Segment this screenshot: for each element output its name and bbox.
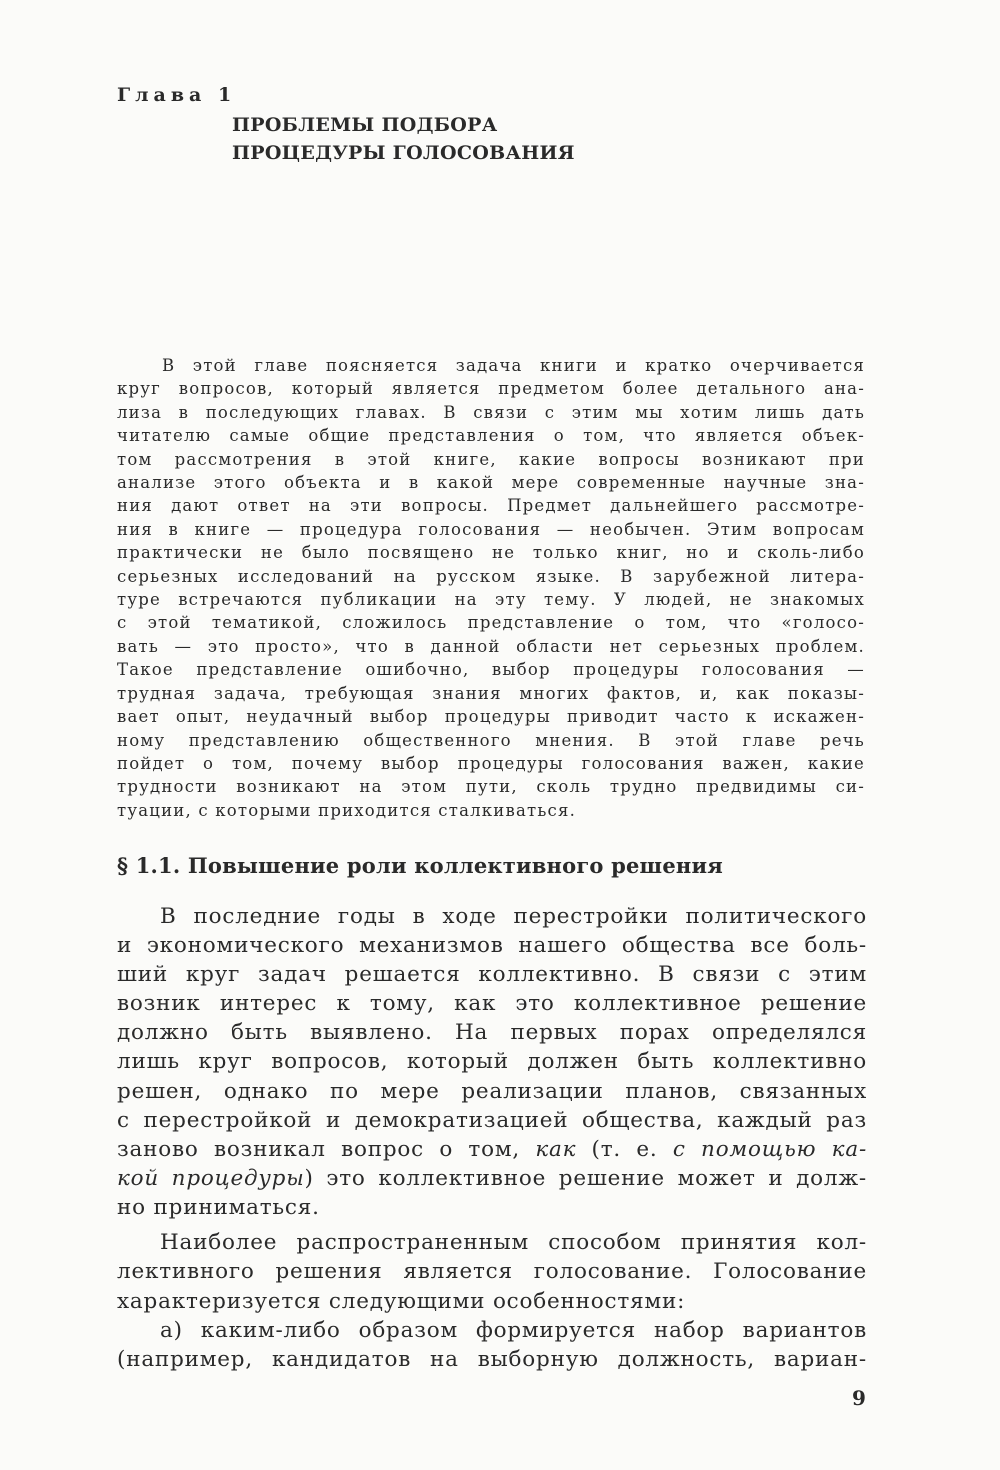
body-text-line xyxy=(117,1135,867,1164)
intro-text-line: туре встречаются публикации на эту тему. У людей, не знакомых xyxy=(117,590,865,610)
text-segment: но приниматься. xyxy=(117,1194,320,1220)
body-paragraph-1 xyxy=(117,902,867,1222)
body-text-line xyxy=(117,1018,867,1047)
text-segment: лективного решения является голосование. Голосование xyxy=(117,1259,867,1285)
text-segment: а) каким-либо образом формируется набор вариантов xyxy=(160,1317,867,1343)
body-text-line xyxy=(117,1316,867,1345)
intro-text-line: вает опыт, неудачный выбор процедуры приводит часто к искажен- xyxy=(117,707,865,727)
body-text-line xyxy=(117,1047,867,1076)
intro-text-line: серьезных исследований на русском языке. В зарубежной литера- xyxy=(117,566,865,586)
chapter-title-line-2: ПРОЦЕДУРЫ ГОЛОСОВАНИЯ xyxy=(232,142,575,164)
chapter-intro-paragraph xyxy=(117,354,865,822)
body-text-line xyxy=(117,1193,867,1222)
body-text-line xyxy=(117,1287,867,1316)
page-number: 9 xyxy=(852,1386,866,1410)
body-text-line xyxy=(117,1345,867,1374)
intro-text-line: ния дают ответ на эти вопросы. Предмет дальнейшего рассмотре- xyxy=(117,496,865,516)
text-segment: ) это коллективное решение может и долж- xyxy=(304,1165,867,1191)
text-segment: характеризуется следующими особенностями: xyxy=(117,1288,686,1314)
body-text-line xyxy=(117,1077,867,1106)
text-segment: В последние годы в ходе перестройки политического xyxy=(160,904,867,929)
text-segment: решен, однако по мере реализации планов, связанных xyxy=(117,1078,867,1104)
text-segment: Наиболее распространенным способом принятия кол- xyxy=(160,1230,867,1255)
chapter-label: Глава 1 xyxy=(117,84,237,106)
italic-text: как xyxy=(535,1136,577,1162)
text-segment: заново возникал вопрос о том, xyxy=(117,1136,536,1162)
body-text-line xyxy=(117,1257,867,1286)
intro-text-line: анализе этого объекта и в какой мере современные научные зна- xyxy=(117,473,865,493)
intro-text-line: круг вопросов, который является предметом более детального ана- xyxy=(117,379,865,399)
text-segment: и экономического механизмов нашего общества все боль- xyxy=(117,933,867,959)
text-segment: с перестройкой и демократизацией общества, каждый раз xyxy=(117,1107,867,1133)
body-text-line xyxy=(117,989,867,1018)
italic-text: кой процедуры xyxy=(117,1165,305,1191)
body-text-line xyxy=(117,931,867,960)
body-text-line xyxy=(117,1164,867,1193)
italic-text: с помощью ка- xyxy=(672,1136,868,1162)
text-segment: должно быть выявлено. На первых порах определялся xyxy=(117,1020,867,1046)
section-heading: § 1.1. Повышение роли коллективного решения xyxy=(117,853,723,878)
body-paragraph-2 xyxy=(117,1228,867,1374)
text-segment: лишь круг вопросов, который должен быть коллективно xyxy=(117,1049,867,1075)
intro-text-line: вать — это просто», что в данной области нет серьезных проблем. xyxy=(117,636,865,656)
intro-text-line: ния в книге — процедура голосования — необычен. Этим вопросам xyxy=(117,519,865,539)
body-text-line xyxy=(117,1228,867,1257)
chapter-title-line-1: ПРОБЛЕМЫ ПОДБОРА xyxy=(232,114,498,136)
intro-text-line: практически не было посвящено не только книг, но и сколь-либо xyxy=(117,543,865,563)
body-text-line xyxy=(117,902,867,931)
body-text-line xyxy=(117,960,867,989)
intro-text-line: трудности возникают на этом пути, сколь трудно предвидимы си- xyxy=(117,777,865,797)
intro-text-line: пойдет о том, почему выбор процедуры голосования важен, какие xyxy=(117,753,865,773)
intro-text-line: том рассмотрения в этой книге, какие вопросы возникают при xyxy=(117,449,865,469)
text-segment: ший круг задач решается коллективно. В связи с этим xyxy=(117,962,867,988)
intro-text-line: В этой главе поясняется задача книги и кратко очерчивается xyxy=(162,356,865,375)
body-text-line xyxy=(117,1106,867,1135)
text-segment: (т. е. xyxy=(576,1136,673,1162)
intro-text-line: ному представлению общественного мнения. В этой главе речь xyxy=(117,730,865,750)
intro-text-line: Такое представление ошибочно, выбор процедуры голосования — xyxy=(117,660,865,680)
text-segment: (например, кандидатов на выборную должность, вариан- xyxy=(117,1347,867,1373)
intro-text-line: туации, с которыми приходится сталкиваться. xyxy=(117,800,577,820)
intro-text-line: с этой тематикой, сложилось представление о том, что «голосо- xyxy=(117,613,865,633)
text-segment: возник интерес к тому, как это коллективное решение xyxy=(117,991,867,1017)
intro-text-line: трудная задача, требующая знания многих фактов, и, как показы- xyxy=(117,683,865,703)
intro-text-line: лиза в последующих главах. В связи с этим мы хотим лишь дать xyxy=(117,402,865,422)
intro-text-line: читателю самые общие представления о том, что является объек- xyxy=(117,426,865,446)
